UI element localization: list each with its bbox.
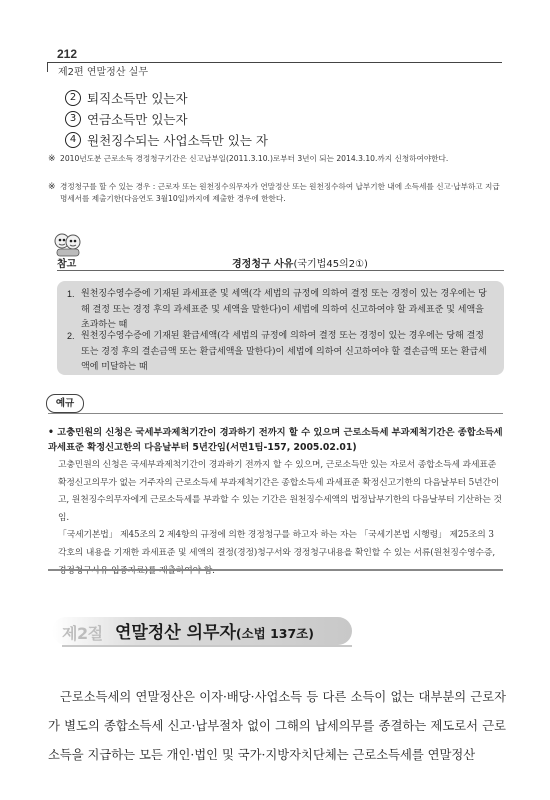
example-rule-bottom	[48, 569, 503, 571]
list-item	[65, 110, 188, 128]
note-text: 경정청구를 할 수 있는 경우 : 근로자 또는 원천징수의무자가 연말정산 또는 원천징수하여 납부기한 내에 소득세를 신고·납부하고 지급명세서를 제출기한(다음연도 3월10일)까지에 제출한 경우에 한한다.	[60, 182, 500, 203]
note-mark: ※	[48, 154, 56, 164]
example-rule-top	[48, 413, 503, 414]
list-item-text: 연금소득만 있는자	[87, 112, 188, 127]
section-law-reference: (소법 137조)	[235, 626, 314, 641]
section-title-main: 연말정산 의무자	[115, 623, 236, 643]
note	[48, 181, 506, 205]
example-heading: • 고충민원의 신청은 국세부과제척기간이 경과하기 전까지 할 수 있으며 근로소득세 부과제척기간은 종합소득세 과세표준 확정신고한의 다음날부터 5년간임(서면1팀-157, 2005.02.01)	[48, 427, 503, 453]
header-tick	[47, 62, 48, 72]
list-item-text: 퇴직소득만 있는자	[87, 91, 188, 106]
reference-tab-label: 참고	[57, 259, 77, 270]
note	[48, 153, 506, 165]
part-title: 제2편 연말정산 실무	[58, 67, 148, 78]
circled-number: 4	[65, 132, 81, 148]
reference-title-law: (국기법45의2①)	[293, 259, 368, 270]
body-paragraph-text: 근로소득세의 연말정산은 이자·배당·사업소득 등 다른 소득이 없는 대부분의 근로자가 별도의 종합소득세 신고·납부절차 없이 그해의 납세의무를 종결하는 제도로서 근로소득을 지급하는 모든 개인·법인 및 국가·지방자치단체는 근로소득세를 연말정산	[48, 690, 506, 762]
example-paragraph: 고충민원의 신청은 국세부과제척기간이 경과하기 전까지 할 수 있으며, 근로소득만 있는 자로서 종합소득세 과세표준 확정신고의무가 없는 거주자의 근로소득세 부과제척기간은 종합소득세 과세표준 확정신고기한의 다음날부터 5년간이고, 원천징수의무자에게 근로소득세를 부과할 수 있는 기간은 원천징수세액의 법정납부기한의 다음날부터 기산하는 것임.	[58, 460, 502, 523]
reference-title-main: 경정청구 사유	[232, 259, 294, 270]
note-mark: ※	[48, 182, 56, 192]
reference-item-text: 원천징수영수증에 기재된 환급세액(각 세법의 규정에 의하여 결정 또는 경정이 있는 경우에는 당해 결정 또는 경정 후의 결손금액 또는 환급세액을 말한다)이 세법에 의하여 신고하여야 할 결손금액 또는 환급세액에 미달하는 때	[81, 331, 487, 372]
reference-item	[67, 329, 492, 376]
section-heading-underline	[62, 645, 352, 647]
circled-number: 2	[65, 90, 81, 106]
list-item-text: 원천징수되는 사업소득만 있는 자	[87, 133, 268, 148]
reference-item-number: 1.	[67, 289, 75, 299]
example-label: 예규	[46, 394, 84, 413]
example-paragraph: 「국세기본법」 제45조의 2 제4항의 규정에 의한 경정청구를 하고자 하는 자는 「국세기본법 시행령」 제25조의 3 각호의 내용을 기재한 과세표준 및 세액의 결정(경정)청구서와 경정청구내용을 확인할 수 있는 서류(원천징수영수증, 경정청구사유 입증자료)를 제출하여야 함.	[58, 530, 496, 576]
reference-item	[67, 287, 492, 334]
note-text: 2010년도분 근로소득 경정청구기간은 신고납부일(2011.3.10.)로부터 3년이 되는 2014.3.10.까지 신청하여야한다.	[60, 154, 449, 163]
circled-number: 3	[65, 111, 81, 127]
example-body	[58, 457, 504, 580]
body-paragraph	[48, 683, 506, 770]
reference-item-number: 2.	[67, 331, 75, 341]
list-item	[65, 131, 268, 149]
reference-title	[232, 255, 368, 270]
reference-item-text: 원천징수영수증에 기재된 과세표준 및 세액(각 세법의 규정에 의하여 결정 또는 경정이 있는 경우에는 당해 결정 또는 경정 후의 과세표준 및 세액을 말한다)이 세법에 의하여 신고하여야 할 과세표준 및 세액을 초과하는 때	[81, 289, 487, 330]
list-item	[65, 89, 188, 107]
section-number: 제2절	[62, 624, 103, 643]
reference-rule	[57, 270, 504, 271]
page-number: 212	[57, 47, 78, 61]
section-title	[115, 618, 314, 643]
